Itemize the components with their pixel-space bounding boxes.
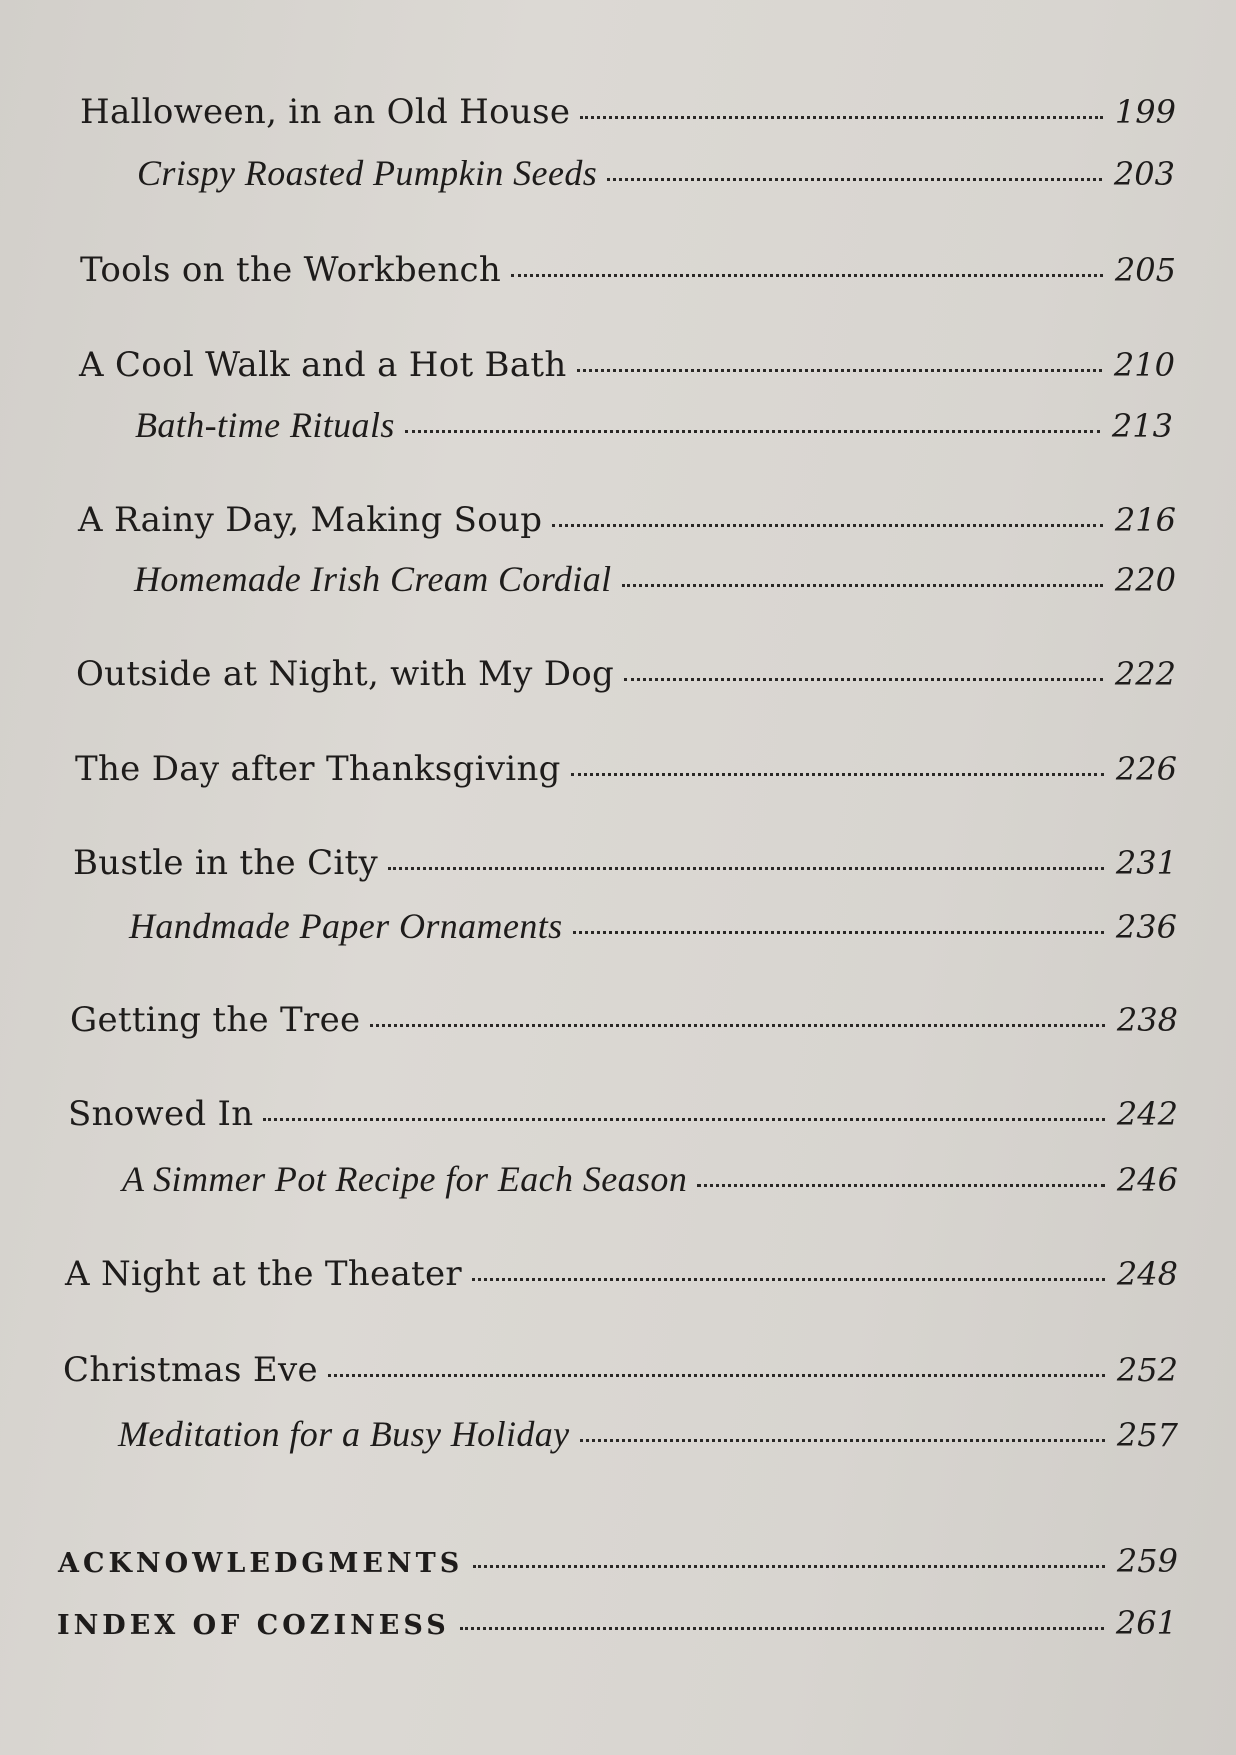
- toc-entry-title: Outside at Night, with My Dog: [76, 654, 615, 694]
- dot-leader: [472, 1278, 1105, 1281]
- toc-entry-snowed-in: [68, 1094, 1178, 1134]
- toc-entry-bustle-in-city: [73, 843, 1177, 883]
- toc-entry-title: A Rainy Day, Making Soup: [78, 500, 543, 540]
- toc-entry-title: Getting the Tree: [70, 1000, 361, 1040]
- dot-leader: [571, 773, 1104, 776]
- toc-entry-outside-at-night: [76, 654, 1176, 694]
- toc-page-number: 231: [1115, 844, 1177, 882]
- toc-page-number: 238: [1116, 1001, 1178, 1039]
- dot-leader: [697, 1184, 1105, 1187]
- dot-leader: [580, 1439, 1105, 1442]
- toc-page-number: 242: [1116, 1095, 1178, 1133]
- dot-leader: [370, 1024, 1105, 1027]
- toc-page-number: 259: [1116, 1542, 1178, 1580]
- toc-entry-title: Bustle in the City: [73, 843, 379, 883]
- toc-page-number: 213: [1111, 407, 1173, 445]
- toc-entry-bath-time-rituals: [135, 404, 1173, 446]
- toc-page-number: 226: [1115, 750, 1177, 788]
- toc-entry-title: A Cool Walk and a Hot Bath: [79, 345, 567, 385]
- toc-entry-index-of-coziness: [57, 1604, 1177, 1642]
- toc-page-number: 199: [1114, 93, 1176, 131]
- toc-entry-getting-the-tree: [70, 1000, 1178, 1040]
- toc-page-number: 210: [1113, 346, 1175, 384]
- dot-leader: [328, 1374, 1105, 1377]
- toc-entry-title: A Night at the Theater: [65, 1254, 462, 1294]
- toc-entry-title: A Simmer Pot Recipe for Each Season: [122, 1159, 688, 1199]
- toc-entry-pumpkin-seeds: [137, 152, 1175, 194]
- toc-entry-title: Christmas Eve: [63, 1350, 318, 1390]
- dot-leader: [573, 931, 1104, 934]
- toc-page-number: 236: [1115, 908, 1177, 946]
- toc-page-number: 257: [1116, 1416, 1178, 1454]
- dot-leader: [580, 116, 1103, 119]
- toc-entry-title: Snowed In: [68, 1094, 254, 1134]
- toc-entry-acknowledgments: [58, 1542, 1178, 1580]
- toc-entry-rainy-day-soup: [78, 500, 1176, 540]
- dot-leader: [460, 1627, 1104, 1630]
- toc-entry-christmas-eve: [63, 1350, 1178, 1390]
- toc-entry-night-at-theater: [65, 1254, 1178, 1294]
- toc-entry-title: The Day after Thanksgiving: [75, 749, 561, 789]
- toc-entry-title: Crispy Roasted Pumpkin Seeds: [137, 153, 598, 193]
- dot-leader: [624, 678, 1103, 681]
- toc-entry-irish-cream-cordial: [134, 558, 1176, 600]
- dot-leader: [577, 369, 1102, 372]
- toc-entry-title: Homemade Irish Cream Cordial: [134, 559, 612, 599]
- toc-entry-simmer-pot-recipe: [122, 1158, 1178, 1200]
- toc-entry-meditation-busy-holiday: [118, 1413, 1178, 1455]
- toc-entry-paper-ornaments: [129, 905, 1177, 947]
- toc-page-number: 220: [1114, 561, 1176, 599]
- toc-page-number: 205: [1114, 251, 1176, 289]
- dot-leader: [552, 524, 1103, 527]
- toc-entry-tools-workbench: [80, 250, 1176, 290]
- toc-page-number: 248: [1116, 1255, 1178, 1293]
- toc-entry-title: Meditation for a Busy Holiday: [118, 1414, 570, 1454]
- dot-leader: [622, 584, 1103, 587]
- dot-leader: [511, 274, 1103, 277]
- toc-entry-halloween: [80, 92, 1176, 132]
- toc-page-number: 246: [1116, 1161, 1178, 1199]
- dot-leader: [388, 867, 1104, 870]
- dot-leader: [473, 1565, 1105, 1568]
- toc-entry-title: Tools on the Workbench: [80, 250, 502, 290]
- toc-entry-cool-walk: [79, 345, 1175, 385]
- toc-entry-title: INDEX OF COZINESS: [57, 1610, 450, 1641]
- toc-page-number: 203: [1113, 155, 1175, 193]
- dot-leader: [263, 1118, 1104, 1121]
- toc-page-number: 261: [1115, 1604, 1177, 1642]
- toc-entry-title: Halloween, in an Old House: [80, 92, 571, 132]
- toc-page-number: 222: [1114, 655, 1176, 693]
- dot-leader: [405, 430, 1100, 433]
- dot-leader: [607, 178, 1102, 181]
- toc-page-number: 216: [1114, 501, 1176, 539]
- toc-entry-title: Bath-time Rituals: [135, 405, 395, 445]
- toc-entry-title: ACKNOWLEDGMENTS: [58, 1548, 464, 1579]
- toc-entry-title: Handmade Paper Ornaments: [129, 906, 563, 946]
- toc-page-number: 252: [1116, 1351, 1178, 1389]
- toc-entry-day-after-thanksgiving: [75, 749, 1177, 789]
